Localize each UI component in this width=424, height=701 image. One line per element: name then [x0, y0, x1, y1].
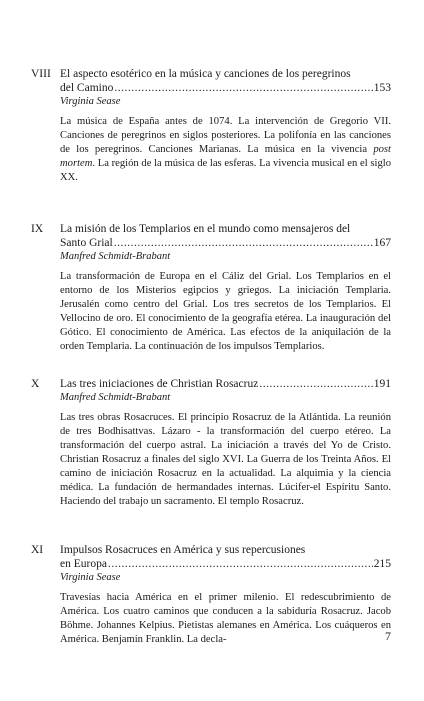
entry-author: Manfred Schmidt-Brabant [60, 392, 171, 403]
entry-description: Las tres obras Rosacruces. El principio Rosacruz de la Atlántida. La reunión de tres Bodhisattvas. Lázaro - la transformación del cuerpo etéreo. La transformación del cuerpo astral. La iniciación a través del Yo de Cristo. Christian Rosacruz a finales del siglo XVI. La Guerra de los Treinta Años. El camino de iniciación Rosacruz en la actualidad. La alquimia y la ciencia médica. La fundación de hermandades internas. Lúcifer-el Espíritu Santo. Haciendo del trabajo un sacramento. El templo Rosacruz. [60, 412, 391, 507]
entry-title-end: Santo Grial [60, 237, 113, 249]
entry-title-line [60, 236, 391, 250]
entry-author: Virginia Sease [60, 572, 121, 583]
entry-title-line [60, 377, 391, 391]
entry-page: 215 [373, 558, 391, 570]
entry-title-end: Las tres iniciaciones de Christian Rosacruz [60, 378, 259, 390]
page-number: 7 [385, 629, 391, 643]
entry-description: La música de España antes de 1074. La intervención de Gregorio VII. Canciones de peregrinos en siglos posteriores. La polifonía en las canciones de los peregrinos. Canciones Marianas. La música en la vivencia post mortem. La región de la música de las esferas. La vivencia musical en el siglo XX. [60, 116, 391, 183]
entry-body [60, 222, 391, 354]
toc-entry-xi [31, 543, 391, 647]
dot-leader [114, 236, 373, 250]
entry-description: Travesías hacia América en el primer milenio. El redescubrimiento de América. Los cuatro caminos que conducen a la sabiduría Rosacruz. Jacob Böhme. Johannes Kelpius. Pietistas alemanes en América. Los cuáqueros en América. Benjamín Franklin. La decla- [60, 592, 391, 645]
entry-title: Impulsos Rosacruces en América y sus repercusiones [60, 544, 306, 556]
entry-author: Manfred Schmidt-Brabant [60, 251, 171, 262]
dot-leader [108, 557, 373, 571]
entry-body [60, 377, 391, 509]
entry-number: IX [31, 223, 44, 235]
entry-page: 191 [373, 378, 391, 390]
entry-description: La transformación de Europa en el Cáliz del Grial. Los Templarios en el entorno de los Misterios egipcios y griegos. La iniciación Templaria. Jerusalén como centro del Grial. Los tres secretos de los Templarios. El Vellocino de oro. El conocimiento de la geografía etérea. La inauguración del Gótico. El conocimiento de América. Las efectos de la aniquilación de la orden Templaria. La continuación de los impulsos Templarios. [60, 271, 391, 352]
entry-author: Virginia Sease [60, 96, 121, 107]
entry-title-end: en Europa [60, 558, 107, 570]
toc-entry-x [31, 377, 391, 509]
entry-page: 153 [373, 82, 391, 94]
toc-entry-viii [31, 67, 391, 185]
entry-number: X [31, 378, 40, 390]
entry-title-line [60, 557, 391, 571]
entry-number: VIII [31, 68, 51, 80]
entry-number: XI [31, 544, 44, 556]
entry-title: El aspecto esotérico en la música y canciones de los peregrinos [60, 68, 351, 80]
dot-leader [114, 81, 372, 95]
toc-entry-ix [31, 222, 391, 354]
entry-title-line [60, 81, 391, 95]
entry-body [60, 543, 391, 647]
entry-body [60, 67, 391, 185]
entry-title-end: del Camino [60, 82, 114, 94]
entry-title: La misión de los Templarios en el mundo como mensajeros del [60, 223, 351, 235]
dot-leader [259, 377, 372, 391]
entry-page: 167 [373, 237, 391, 249]
